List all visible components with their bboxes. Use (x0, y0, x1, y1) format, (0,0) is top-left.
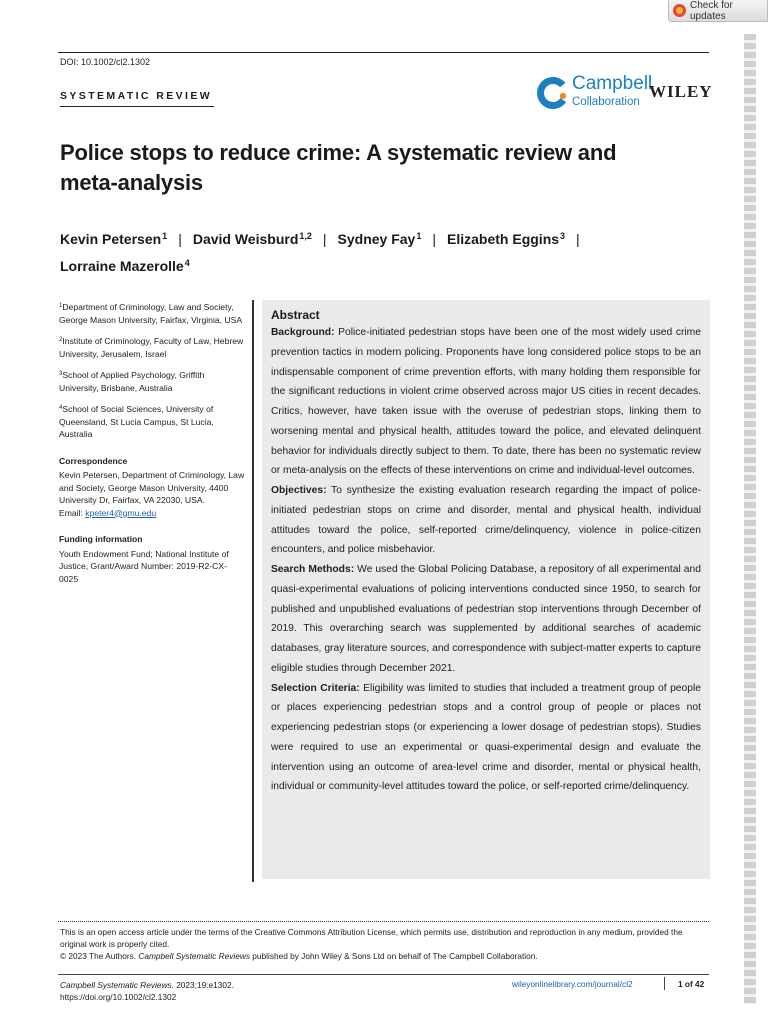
check-for-updates-label: Check for updates (690, 0, 733, 22)
campbell-logo-icon (536, 76, 570, 110)
doi-link[interactable]: https://doi.org/10.1002/cl2.1302 (60, 992, 177, 1002)
page-number: 1 of 42 (678, 979, 705, 989)
wiley-logo: WILEY (649, 82, 713, 101)
abstract-section: Selection Criteria: Eligibility was limited to studies that included a treatment group of people or places experiencing pedestrian stops and a control group of people or places not experiencing pedestrian stops (or experiencing a lower dosage of pedestrian stops). Studies were required to use an experimental or quasi-experimental design and evaluate the intervention using an outcome of area-level crime and disorder, mental or physical health, individual or community-level attitudes toward the police, or self-reported crime/delinquency. (271, 682, 701, 793)
license-notice: This is an open access article under the terms of the Creative Commons Attribution License, which permits use, distribution and reproduction in any medium, provided the original work is properly cited. © 2023 The Authors. Campbell Systematic Reviews published by John Wiley & Sons Ltd on behalf of The Campbell Collaboration. (60, 927, 683, 961)
margin-download-notice-placeholder (744, 34, 756, 1004)
abstract-heading: Abstract (271, 308, 320, 322)
funding-heading: Funding information (59, 534, 143, 544)
correspondence-text: Kevin Petersen, Department of Criminology, Law and Society, George Mason University, 4400 University Dr, Fairfax, VA 22030, USA. Email: kpeter4@gmu.edu (59, 470, 245, 518)
author: Sydney Fay$^1$ (337, 231, 422, 247)
affiliation: $^1$Department of Criminology, Law and Society, George Mason University, Fairfax, Virginia, USA (59, 302, 243, 325)
abstract-section: Objectives: To synthesize the existing evaluation research regarding the impact of police-initiated pedestrian stops on crime and disorder, mental and physical health, individual attitudes toward the police, self-reported crime/delinquency, violence in police-citizen encounters, and police misbehavior. (271, 485, 701, 556)
journal-website-link[interactable]: wileyonlinelibrary.com/journal/cl2 (512, 979, 633, 989)
abstract-section: Background: Police-initiated pedestrian stops have been one of the most widely used crime prevention tactics in modern policing. Proponents have long considered police stops to be an indispensable component of crime prevention efforts, with many holding them responsible for the significant reductions in violent crime observed across major US cities in recent decades. Critics, however, have taken issue with the overuse of pedestrian stops, linking them to worsening mental and physical health, attitudes toward the police, and elevated delinquent behavior for individuals directly subject to them. To date, there has been no systematic review or meta-analysis on the effects of these interventions on crime and individual-level outcomes. (271, 327, 701, 477)
author-list: Kevin Petersen$^1$ | David Weisburd$^{1,2}$ | Sydney Fay$^1$ | Elizabeth Eggins$^3$ | Lorraine Mazerolle$^4$ (60, 231, 580, 274)
campbell-logo-name: Campbell (572, 73, 653, 94)
sidebar-divider (252, 300, 254, 882)
crossmark-icon (673, 4, 686, 17)
article-type: SYSTEMATIC REVIEW (60, 90, 213, 102)
author: Kevin Petersen$^1$ (60, 231, 168, 247)
funding-text: Youth Endowment Fund; National Institute of Justice, Grant/Award Number: 2019-R2-CX-0025 (59, 548, 229, 584)
journal-citation: Campbell Systematic Reviews. 2023;19:e1302. https://doi.org/10.1002/cl2.1302 (60, 980, 234, 1002)
article-type-underline (60, 106, 214, 107)
header-rule (58, 52, 709, 53)
abstract-section: Search Methods: We used the Global Policing Database, a repository of all experimental and quasi-experimental evaluations of policing interventions conducted since 1950, to search for published and unpublished evaluations of pedestrian stop interventions through December of 2019. This overarching search was supplemented by additional searches of academic databases, gray literature sources, and correspondence with subject-matter experts to capture eligible studies through December 2021. (271, 564, 701, 674)
sidebar-notes (59, 300, 245, 593)
paper-title: Police stops to reduce crime: A systematic review and meta-analysis (60, 140, 617, 195)
license-separator (58, 921, 709, 922)
author: Elizabeth Eggins$^3$ (447, 231, 566, 247)
author: Lorraine Mazerolle$^4$ (60, 258, 190, 274)
abstract-box (262, 300, 710, 879)
affiliation: $^2$Institute of Criminology, Faculty of Law, Hebrew University, Jerusalem, Israel (59, 336, 244, 359)
email-link[interactable]: kpeter4@gmu.edu (85, 507, 157, 518)
footer-rule (58, 974, 709, 975)
author: David Weisburd$^{1,2}$ (192, 231, 312, 247)
affiliation: $^4$School of Social Sciences, University of Queensland, St Lucia Campus, St Lucia, Australia (59, 404, 214, 439)
footer-divider (664, 977, 665, 990)
abstract-body (271, 323, 701, 797)
affiliation: $^3$School of Applied Psychology, Griffith University, Brisbane, Australia (59, 370, 205, 393)
check-for-updates-button[interactable] (668, 0, 768, 22)
doi: DOI: 10.1002/cl2.1302 (60, 57, 151, 67)
correspondence-heading: Correspondence (59, 455, 128, 466)
campbell-logo-sub: Collaboration (572, 96, 640, 108)
